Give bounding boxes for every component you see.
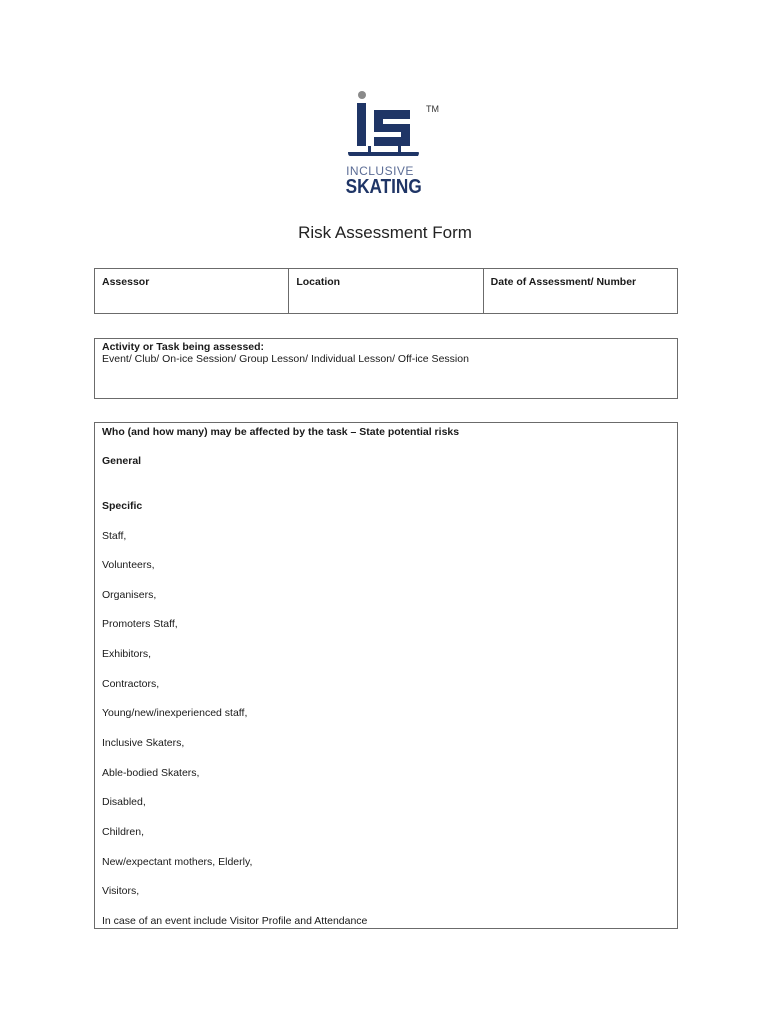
date-cell[interactable] <box>484 269 677 313</box>
list-item: Staff, <box>102 530 127 542</box>
date-label: Date of Assessment/ Number <box>490 276 637 288</box>
general-label: General <box>102 455 142 467</box>
activity-label: Activity or Task being assessed: <box>102 341 265 353</box>
logo-mark-icon <box>340 88 420 164</box>
activity-options: Event/ Club/ On-ice Session/ Group Lesson/ Individual Lesson/ Off-ice Session <box>102 353 469 365</box>
list-item: Volunteers, <box>102 559 155 571</box>
list-item: Children, <box>102 826 145 838</box>
activity-box[interactable] <box>94 338 678 399</box>
list-item: Inclusive Skaters, <box>102 737 185 749</box>
list-item: Able-bodied Skaters, <box>102 767 200 779</box>
inclusive-skating-logo <box>340 88 450 206</box>
header-table <box>94 268 678 314</box>
specific-label: Specific <box>102 500 143 512</box>
affected-persons-box[interactable] <box>94 422 678 929</box>
page-title: Risk Assessment Form <box>298 223 472 242</box>
list-item: Promoters Staff, <box>102 618 178 630</box>
list-item: New/expectant mothers, Elderly, <box>102 856 253 868</box>
logo-text-inclusive: INCLUSIVE <box>346 164 414 178</box>
logo-text-skating: SKATING <box>345 176 422 198</box>
trademark-mark: TM <box>426 104 439 114</box>
location-cell[interactable] <box>289 269 483 313</box>
list-item: In case of an event include Visitor Profile and Attendance <box>102 915 368 927</box>
assessor-cell[interactable] <box>95 269 289 313</box>
location-label: Location <box>296 276 341 288</box>
list-item: Organisers, <box>102 589 157 601</box>
list-item: Disabled, <box>102 796 146 808</box>
affected-heading: Who (and how many) may be affected by the task – State potential risks <box>102 426 460 438</box>
list-item: Young/new/inexperienced staff, <box>102 707 248 719</box>
list-item: Contractors, <box>102 678 160 690</box>
list-item: Exhibitors, <box>102 648 152 660</box>
list-item: Visitors, <box>102 885 140 897</box>
assessor-label: Assessor <box>102 276 150 288</box>
